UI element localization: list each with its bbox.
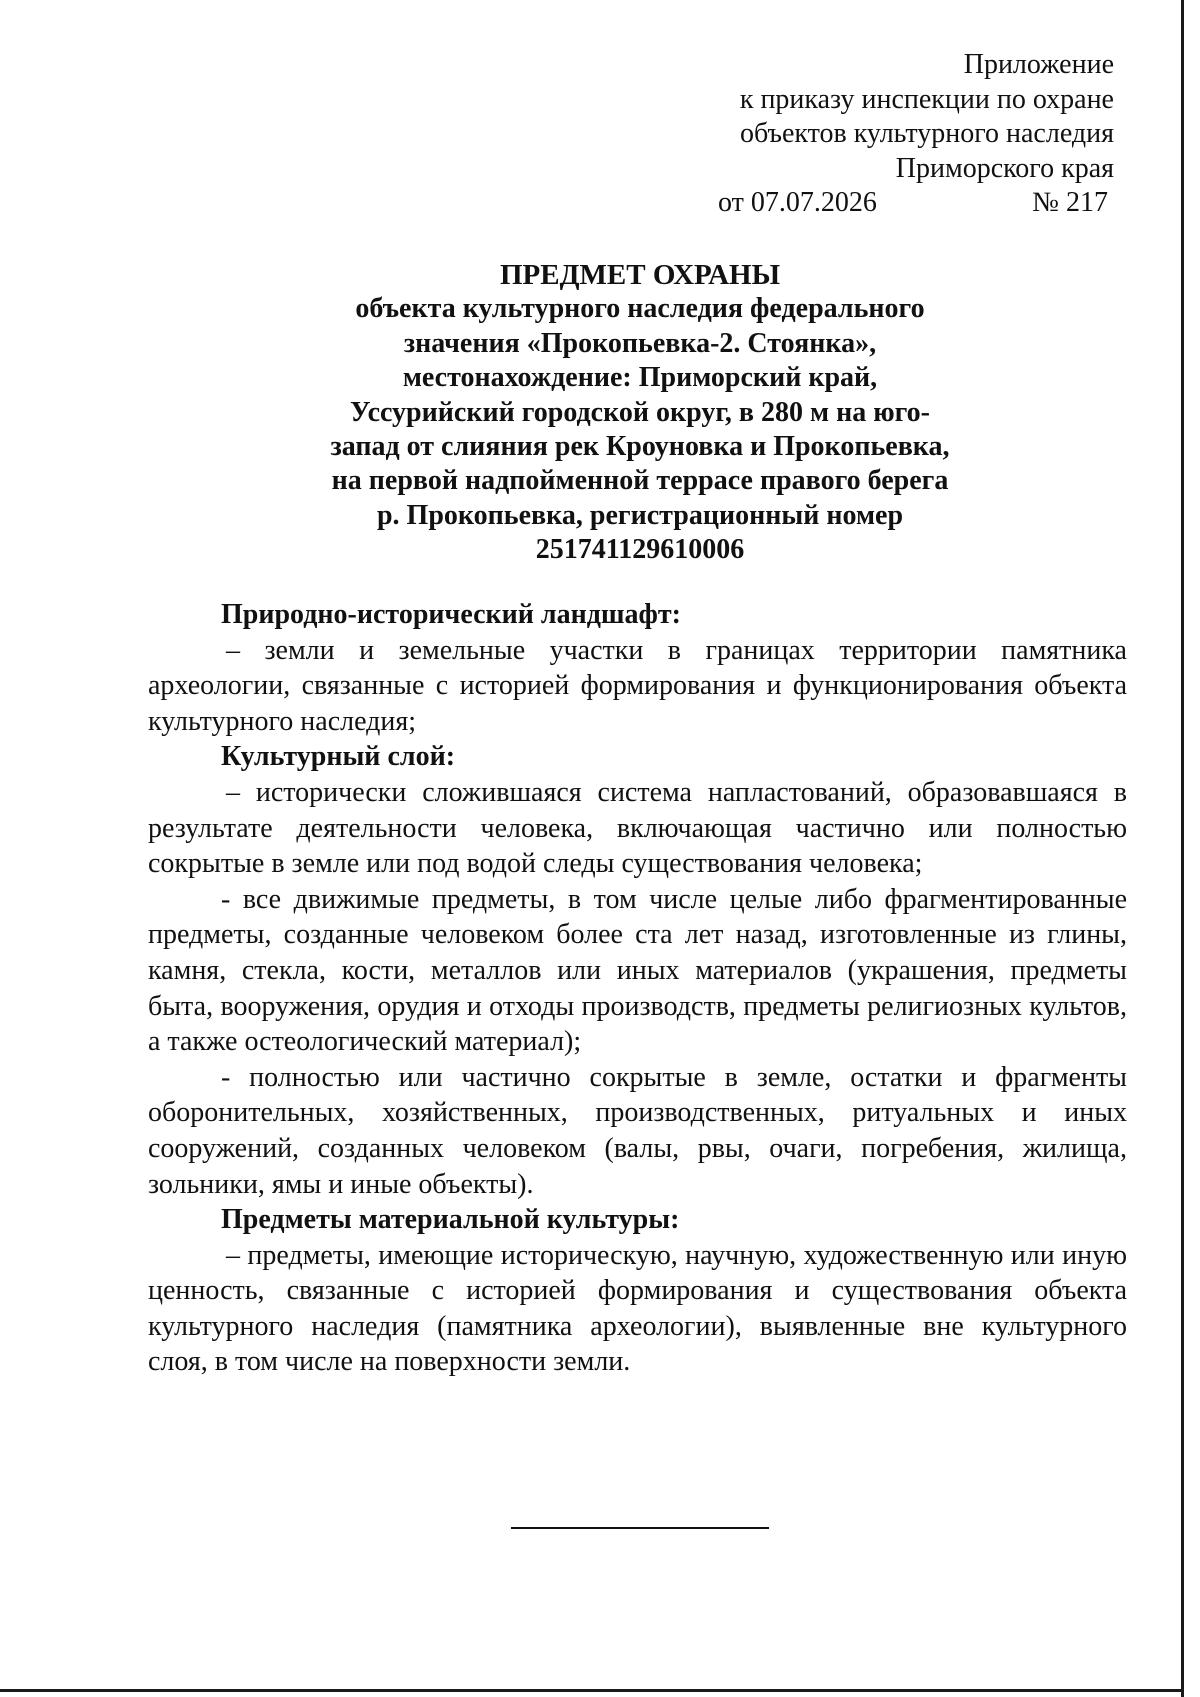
section-item: – земли и земельные участки в границах территории памятника археологии, связанные с историей формирования и функционирования объекта культурного наследия; (148, 634, 1127, 737)
title-line: на первой надпойменной террасе правого берега (331, 465, 949, 497)
closing-rule (511, 1527, 769, 1529)
document-body (148, 597, 1127, 1380)
section-heading-landscape: Природно-исторический ландшафт: (221, 599, 682, 630)
header-line: объектов культурного наследия (739, 118, 1114, 149)
order-number: № 217 (1032, 187, 1108, 218)
title-line: запад от слияния рек Кроуновка и Прокопьевка, (330, 431, 950, 463)
header-line: Приморского края (895, 152, 1114, 184)
title-line: Уссурийский городской округ, в 280 м на юго- (350, 396, 930, 428)
scan-border-right (1181, 0, 1184, 1697)
section-heading-material-culture: Предметы материальной культуры: (221, 1204, 680, 1236)
title-line: 251741129610006 (535, 534, 745, 566)
title-line: р. Прокопьевка, регистрационный номер (376, 499, 904, 531)
appendix-header (640, 48, 1114, 186)
section-item: - все движимые предметы, в том числе целые либо фрагментированные предметы, созданные человеком более ста лет назад, изготовленные из глины, камня, стекла, кости, металлов или иных материалов (украшения, предметы быта, вооружения, орудия и отходы производств, предметы религиозных культов, а также остеологический материал); (148, 883, 1127, 1058)
document-title (150, 258, 1130, 568)
title-line: местонахождение: Приморский край, (402, 362, 878, 394)
title-line: объекта культурного наследия федерального (355, 293, 925, 325)
section-item: - полностью или частично сокрытые в земле, остатки и фрагменты оборонительных, хозяйственных, производственных, ритуальных и иных сооружений, созданных человеком (валы, рвы, очаги, погребения, жилища, зольники, ямы и иные объекты). (148, 1061, 1127, 1200)
order-date: от 07.07.2026 (718, 187, 877, 218)
title-main: ПРЕДМЕТ ОХРАНЫ (499, 259, 781, 291)
header-line: Приложение (963, 49, 1114, 80)
scan-border-bottom (0, 1689, 1184, 1692)
section-item: – исторически сложившаяся система напластований, образовавшаяся в результате деятельности человека, включающая частично или полностью сокрытые в земле или под водой следы существования человека; (148, 776, 1127, 880)
header-line: к приказу инспекции по охране (739, 83, 1114, 115)
section-heading-cultural-layer: Культурный слой: (221, 741, 456, 773)
title-line: значения «Прокопьевка-2. Стоянка», (403, 327, 877, 359)
section-item: – предметы, имеющие историческую, научную, художественную или иную ценность, связанные с историей формирования и существования объекта культурного наследия (памятника археологии), выявленные вне культурного слоя, в том числе на поверхности земли. (148, 1239, 1127, 1378)
